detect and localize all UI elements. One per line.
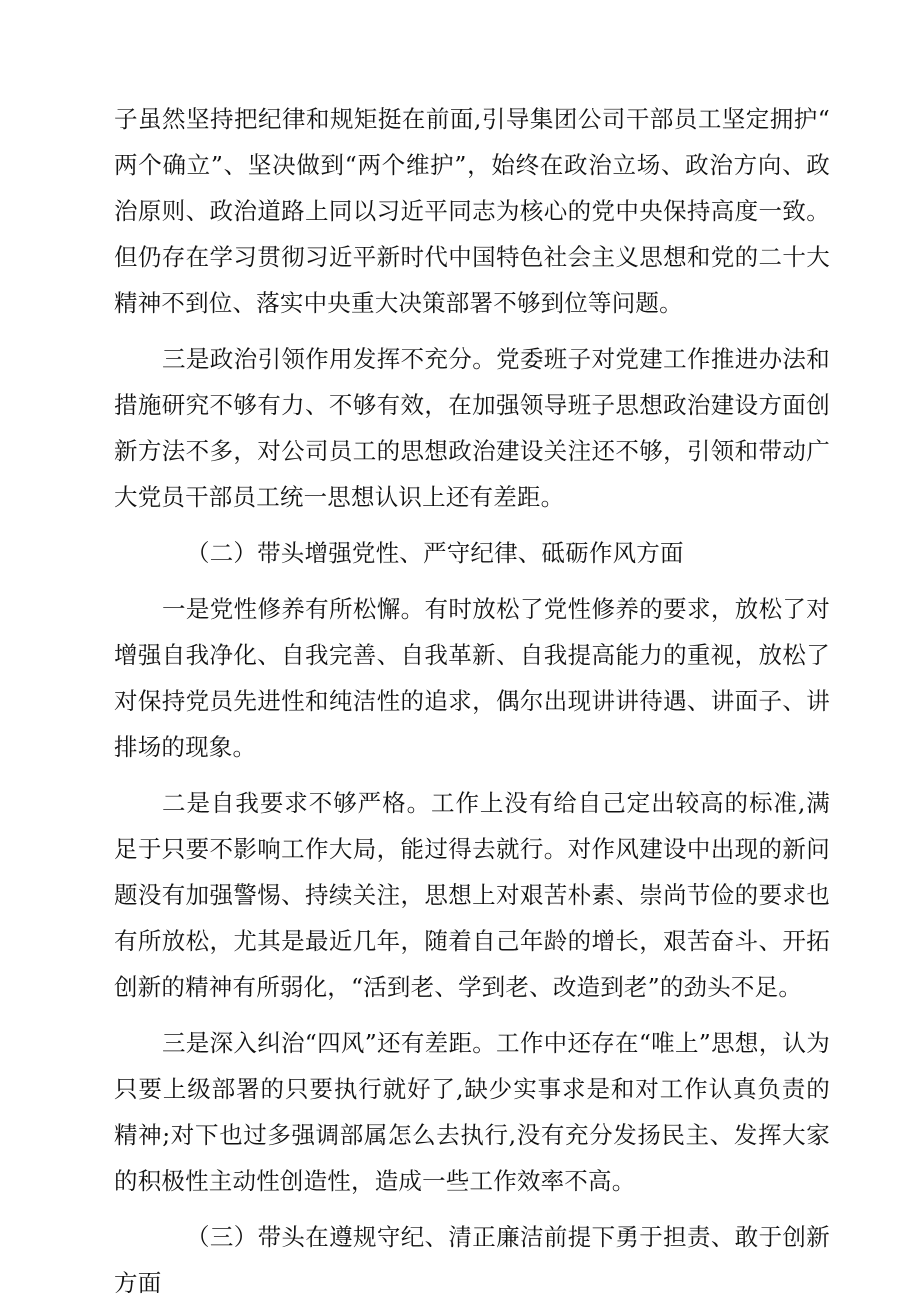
political-leadership-paragraph: 三是政治引领作用发挥不充分。党委班子对党建工作推进办法和措施研究不够有力、不够有效，在加强领导班子思想政治建设方面创新方法不多，对公司员工的思想政治建设关注还不够，引领和带动广大党员干部员工统一思想认识上还有差距。	[114, 345, 830, 511]
party-spirit-paragraph: 一是党性修养有所松懈。有时放松了党性修养的要求，放松了对增强自我净化、自我完善、自我革新、自我提高能力的重视，放松了对保持党员先进性和纯洁性的追求，偶尔出现讲讲待遇、讲面子、讲排场的现象。	[114, 595, 830, 761]
section-3-heading: （三）带头在遵规守纪、清正廉洁前提下勇于担责、敢于创新方面	[114, 1223, 830, 1297]
continuation-paragraph: 子虽然坚持把纪律和规矩挺在前面,引导集团公司干部员工坚定拥护“两个确立”、坚决做到“两个维护”，始终在政治立场、政治方向、政治原则、政治道路上同以习近平同志为核心的党中央保持高度一致。但仍存在学习贯彻习近平新时代中国特色社会主义思想和党的二十大精神不到位、落实中央重大决策部署不够到位等问题。	[114, 105, 830, 317]
self-discipline-paragraph: 二是自我要求不够严格。工作上没有给自己定出较高的标准,满足于只要不影响工作大局，能过得去就行。对作风建设中出现的新问题没有加强警惕、持续关注，思想上对艰苦朴素、崇尚节俭的要求也有所放松，尤其是最近几年，随着自己年龄的增长，艰苦奋斗、开拓创新的精神有所弱化，“活到老、学到老、改造到老”的劲头不足。	[114, 789, 830, 1001]
document-body	[114, 96, 830, 1306]
section-2-heading: （二）带头增强党性、严守纪律、砥砺作风方面	[186, 539, 684, 567]
four-winds-paragraph: 三是深入纠治“四风”还有差距。工作中还存在“唯上”思想，认为只要上级部署的只要执行就好了,缺少实事求是和对工作认真负责的精神;对下也过多强调部属怎么去执行,没有充分发扬民主、发挥大家的积极性主动性创造性，造成一些工作效率不高。	[114, 1029, 830, 1195]
